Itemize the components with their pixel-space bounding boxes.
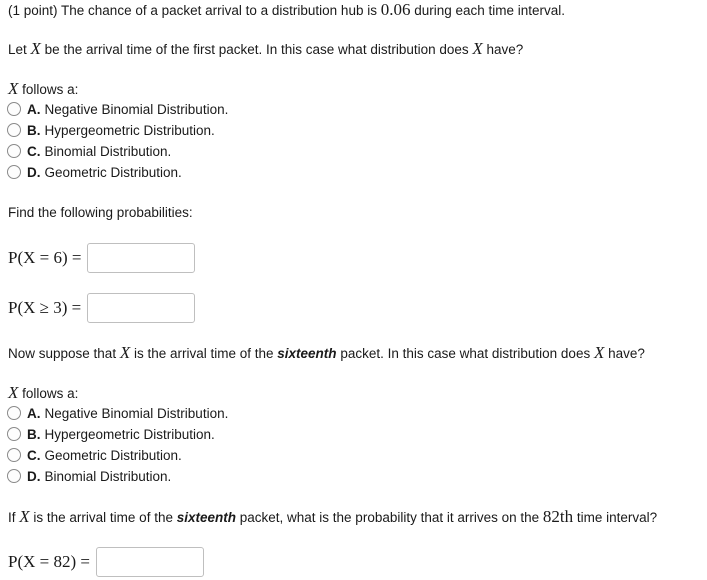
- question-sixteenth-packet: [8, 344, 645, 363]
- option-letter: D.: [27, 468, 41, 484]
- q1-suffix: have?: [482, 42, 524, 57]
- option-letter: B.: [27, 426, 41, 442]
- part2-var: X: [119, 343, 131, 362]
- option-text: Negative Binomial Distribution.: [44, 101, 229, 117]
- section2-option-b[interactable]: [7, 424, 215, 444]
- q1-var: X: [30, 39, 41, 58]
- problem-intro: [8, 1, 565, 20]
- part3-var: X: [19, 507, 30, 526]
- equation-label: P(X = 82) =: [8, 552, 90, 571]
- radio-button[interactable]: [7, 448, 21, 462]
- part2-emphasis: sixteenth: [277, 346, 337, 361]
- intro-probability: 0.06: [380, 0, 411, 19]
- option-letter: A.: [27, 101, 41, 117]
- equation-p-x-ge-3: [8, 293, 195, 323]
- part2-suffix: have?: [604, 346, 645, 361]
- option-letter: B.: [27, 122, 41, 138]
- option-text: Geometric Distribution.: [44, 164, 182, 180]
- answer-input-p-x-eq-6[interactable]: [87, 243, 195, 273]
- option-text: Negative Binomial Distribution.: [44, 405, 229, 421]
- section2-option-d[interactable]: [7, 466, 171, 486]
- q1-mid: be the arrival time of the first packet. In this case what distribution does: [40, 42, 473, 57]
- section1-option-d[interactable]: [7, 162, 182, 182]
- equation-p-x-eq-6: [8, 243, 195, 273]
- answer-input-p-x-ge-3[interactable]: [87, 293, 195, 323]
- q1-prefix: Let: [8, 42, 31, 57]
- section2-var: X: [8, 383, 19, 402]
- radio-button[interactable]: [7, 123, 21, 137]
- option-letter: C.: [27, 143, 41, 159]
- part3-prefix: If: [8, 510, 20, 525]
- radio-button[interactable]: [7, 102, 21, 116]
- question-82th-interval: [8, 508, 657, 527]
- section2-follows-label: [8, 384, 78, 403]
- section2-option-c[interactable]: [7, 445, 182, 465]
- section1-follows-label: [8, 80, 78, 99]
- intro-prefix: (1 point) The chance of a packet arrival to a distribution hub is: [8, 3, 381, 18]
- option-text: Geometric Distribution.: [44, 447, 182, 463]
- section1-var: X: [8, 79, 19, 98]
- section1-option-b[interactable]: [7, 120, 215, 140]
- question-first-packet: [8, 40, 523, 59]
- part3-ordinal: 82th: [542, 507, 574, 526]
- part2-mid: is the arrival time of the: [130, 346, 278, 361]
- intro-suffix: during each time interval.: [410, 3, 566, 18]
- option-letter: C.: [27, 447, 41, 463]
- equation-label: P(X = 6) =: [8, 248, 82, 267]
- part2-prefix: Now suppose that: [8, 346, 120, 361]
- radio-button[interactable]: [7, 165, 21, 179]
- option-text: Binomial Distribution.: [44, 468, 172, 484]
- part2-var2: X: [593, 343, 605, 362]
- section2-option-a[interactable]: [7, 403, 228, 423]
- radio-button[interactable]: [7, 144, 21, 158]
- radio-button[interactable]: [7, 469, 21, 483]
- section1-option-c[interactable]: [7, 141, 171, 161]
- option-text: Hypergeometric Distribution.: [44, 122, 215, 138]
- option-letter: A.: [27, 405, 41, 421]
- section2-follows-text: follows a:: [18, 386, 79, 401]
- part3-suffix: time interval?: [573, 510, 658, 525]
- section1-follows-text: follows a:: [18, 82, 79, 97]
- part3-mid: is the arrival time of the: [29, 510, 177, 525]
- answer-input-p-x-eq-82[interactable]: [96, 547, 204, 577]
- q1-var2: X: [472, 39, 483, 58]
- option-text: Binomial Distribution.: [44, 143, 172, 159]
- option-letter: D.: [27, 164, 41, 180]
- section1-option-a[interactable]: [7, 99, 228, 119]
- equation-label: P(X ≥ 3) =: [8, 298, 82, 317]
- part3-mid2: packet, what is the probability that it arrives on the: [236, 510, 543, 525]
- option-text: Hypergeometric Distribution.: [44, 426, 215, 442]
- radio-button[interactable]: [7, 406, 21, 420]
- part2-mid2: packet. In this case what distribution does: [336, 346, 594, 361]
- probabilities-heading: Find the following probabilities:: [8, 205, 193, 220]
- part3-emphasis: sixteenth: [176, 510, 236, 525]
- equation-p-x-eq-82: [8, 547, 204, 577]
- radio-button[interactable]: [7, 427, 21, 441]
